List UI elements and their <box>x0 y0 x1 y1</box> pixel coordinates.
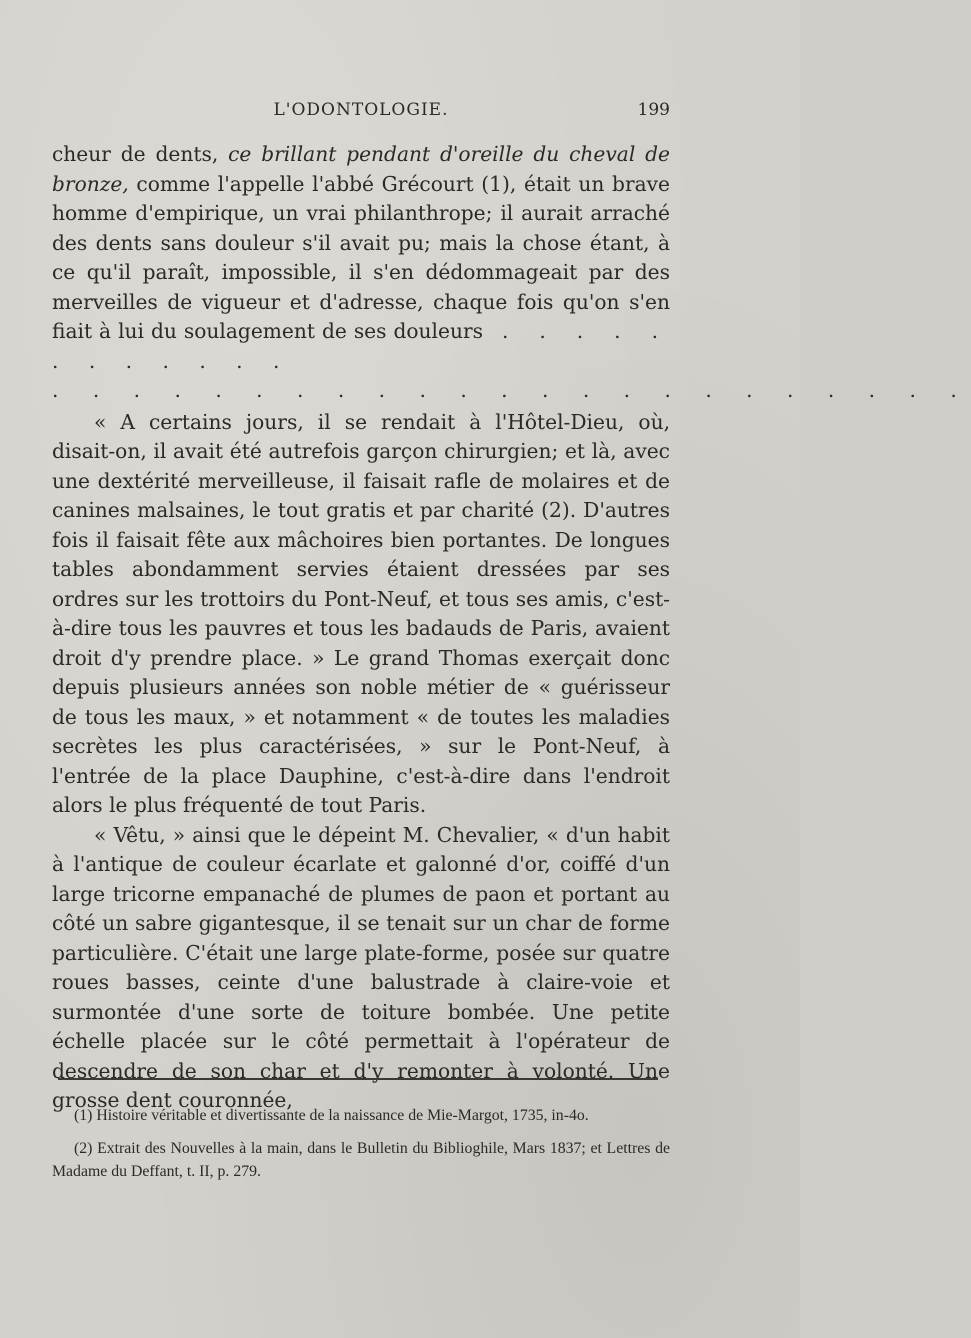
paragraph-1-start: cheur de dents, <box>52 142 229 166</box>
footnotes <box>52 1104 670 1193</box>
footnote-2: (2) Extrait des Nouvelles à la main, dans le Bulletin du Biblioghile, Mars 1837; et Lettres de Madame du Deffant, t. II, p. 279. <box>52 1140 670 1180</box>
body-text <box>52 140 971 1116</box>
paragraph-1-rest: comme l'appelle l'abbé Grécourt (1), était un brave homme d'empirique, un vrai philanthrope; il aurait arraché des dents sans douleur s'il avait pu; mais la chose étant, à ce qu'il paraît, impossible, il s'en dédommageait par des merveilles de vigueur et d'adresse, chaque fois qu'on s'en fiait à lui du soulagement de ses douleurs <box>52 171 670 343</box>
paragraph-3: « Vêtu, » ainsi que le dépeint M. Chevalier, « d'un habit à l'antique de couleur écarlate et galonné d'or, coiffé d'un large tricorne empanaché de plumes de paon et portant au côté un sabre gigantesque, il se tenait sur un char de forme particulière. C'était une large plate-forme, posée sur quatre roues basses, ceinte d'une balustrade à claire-voie et surmontée d'une sorte de toiture bombée. Une petite échelle placée sur le côté permettait à l'opérateur de descendre de son char et d'y remonter à volonté. Une grosse dent couronnée, <box>52 822 670 1112</box>
ellipsis-row: . . . . . . . . . . . . . . . . . . . . . . . <box>52 378 971 402</box>
paragraph-1-italic: ce brillant pendant d'oreille du cheval de bronze, <box>52 142 671 196</box>
paragraph-1 <box>52 140 670 376</box>
page-number: 199 <box>637 100 670 120</box>
paragraph-2: « A certains jours, il se rendait à l'Hôtel-Dieu, où, disait-on, il avait été autrefois garçon chirurgien; et là, avec une dextérité merveilleuse, il faisait rafle de molaires et de canines malsaines, le tout gratis et par charité (2). D'autres fois il faisait fête aux mâchoires bien portantes. De longues tables abondamment servies étaient dressées par ses ordres sur les trottoirs du Pont-Neuf, et tous ses amis, c'est-à-dire tous les pauvres et tous les badauds de Paris, avaient droit d'y prendre place. » Le grand Thomas exerçait donc depuis plusieurs années son noble métier de « guérisseur de tous les maux, » et notamment « de toutes les maladies secrètes les plus caractérisées, » sur le Pont-Neuf, à l'entrée de la place Dauphine, c'est-à-dire dans l'endroit alors le plus fréquenté de tout Paris. <box>52 409 670 817</box>
footnote-divider <box>58 1078 658 1080</box>
page-header <box>52 94 670 124</box>
paragraph-1-dots: . . . . . . . . . . . . <box>52 319 670 373</box>
running-head: L'ODONTOLOGIE. <box>273 100 449 120</box>
footnote-1: (1) Histoire véritable et divertissante de la naissance de Mie-Margot, 1735, in-4o. <box>74 1107 589 1124</box>
